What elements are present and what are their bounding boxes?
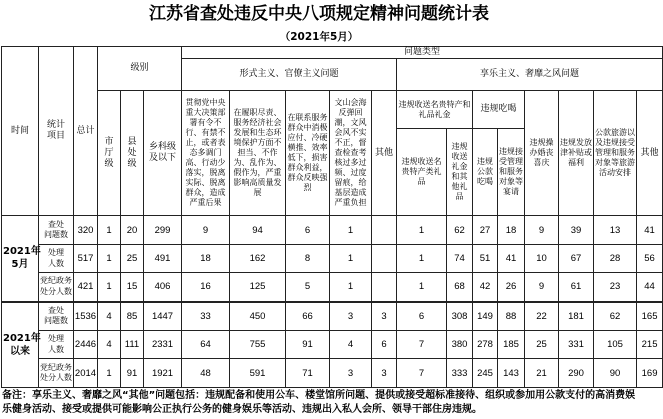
cell-public-dining: 245 (473, 359, 498, 388)
cell-total: 517 (74, 245, 98, 273)
cell-specialty-gifts: 7 (397, 331, 447, 359)
header-public-dining: 违规公款吃喝 (473, 129, 498, 216)
cell-banquets: 41 (498, 245, 525, 273)
cell-weddings: 9 (525, 216, 559, 245)
cell-formalism-service: 66 (286, 302, 330, 331)
cell-formalism-other (372, 216, 397, 245)
cell-formalism-meetings: 1 (330, 216, 372, 245)
cell-specialty-gifts: 1 (397, 245, 447, 273)
cell-formalism-other: 6 (372, 331, 397, 359)
cell-formalism-duty: 162 (230, 245, 286, 273)
cell-total: 320 (74, 216, 98, 245)
cell-allowances: 331 (559, 331, 594, 359)
header-specialty-gifts: 违规收送名贵特产类礼品 (397, 129, 447, 216)
stat-item-label: 党纪政务 (40, 276, 72, 286)
period-cell (2, 302, 39, 388)
table-row (2, 359, 663, 388)
cell-formalism-other (372, 245, 397, 273)
cell-level-county: 91 (121, 359, 144, 388)
table-row (2, 302, 663, 331)
cell-hedonism-other: 44 (637, 273, 663, 302)
header-weddings: 违规操办婚丧喜庆 (525, 91, 559, 216)
header-problem-type: 问题类型 (182, 47, 663, 59)
header-gifts-group: 违规收送名贵特产和礼品礼金 (397, 91, 473, 129)
cell-level-county: 25 (121, 245, 144, 273)
cell-level-county: 111 (121, 331, 144, 359)
stat-item-label: 人数 (48, 258, 64, 268)
cell-formalism-duty: 591 (230, 359, 286, 388)
header-time: 时间 (2, 47, 39, 216)
cell-weddings: 21 (525, 359, 559, 388)
cell-level-county: 20 (121, 216, 144, 245)
cell-banquets: 26 (498, 273, 525, 302)
cell-weddings: 22 (525, 302, 559, 331)
header-travel: 公款旅游以及违规接受管理和服务对象等旅游活动安排 (594, 91, 637, 216)
stat-item-label: 处分人数 (40, 286, 72, 296)
cell-travel: 28 (594, 245, 637, 273)
cell-level-township: 1447 (144, 302, 182, 331)
stat-item-cell (39, 331, 74, 359)
period-cell (2, 216, 39, 302)
stat-item-label: 处分人数 (40, 373, 72, 382)
cell-formalism-decisions: 48 (182, 359, 230, 388)
cell-formalism-meetings: 3 (330, 302, 372, 331)
cell-level-township: 2331 (144, 331, 182, 359)
cell-allowances: 290 (559, 359, 594, 388)
cell-formalism-meetings: 4 (330, 331, 372, 359)
cell-formalism-decisions: 64 (182, 331, 230, 359)
page-subtitle: （2021年5月） (279, 31, 359, 43)
header-stat-item (39, 47, 74, 216)
header-level-city: 市厅级 (98, 91, 121, 216)
cell-formalism-service: 91 (286, 331, 330, 359)
cell-travel: 105 (594, 331, 637, 359)
table-row (2, 245, 663, 273)
cell-level-county: 85 (121, 302, 144, 331)
cell-travel: 90 (594, 359, 637, 388)
statistics-table (1, 46, 663, 388)
cell-travel: 23 (594, 273, 637, 302)
cell-specialty-gifts: 6 (397, 302, 447, 331)
stat-item-label: 处理 (48, 334, 64, 343)
cell-cash-gifts: 62 (447, 216, 473, 245)
cell-hedonism-other: 165 (637, 302, 663, 331)
header-formalism: 形式主义、官僚主义问题 (182, 59, 397, 91)
header-total: 总计 (74, 47, 98, 216)
footnote: 备注：享乐主义、奢靡之风“其他”问题包括：违规配备和使用公车、楼堂馆所问题、提供或接受超标准接待、组织或参加用公款支付的高消费娱乐健身活动、接受或提供可能影响公正执行公务的健身娱乐等活动、违规出入私人会所、领导干部住房违规。 (2, 390, 636, 415)
period-label: 2021年 (3, 246, 41, 258)
cell-banquets: 185 (498, 331, 525, 359)
cell-total: 1536 (74, 302, 98, 331)
cell-level-city: 1 (98, 245, 121, 273)
cell-specialty-gifts: 1 (397, 273, 447, 302)
stat-item-cell (39, 273, 74, 302)
cell-public-dining: 51 (473, 245, 498, 273)
header-cash-gifts: 违规收送礼金和其他礼品 (447, 129, 473, 216)
header-allowances: 违规发放津补贴或福利 (559, 91, 594, 216)
cell-allowances: 61 (559, 273, 594, 302)
cell-formalism-service: 6 (286, 216, 330, 245)
cell-total: 2446 (74, 331, 98, 359)
table-row (2, 331, 663, 359)
cell-formalism-decisions: 9 (182, 216, 230, 245)
cell-weddings: 10 (525, 245, 559, 273)
cell-level-city: 1 (98, 273, 121, 302)
cell-banquets: 18 (498, 216, 525, 245)
cell-formalism-meetings: 3 (330, 359, 372, 388)
cell-allowances: 39 (559, 216, 594, 245)
cell-formalism-meetings: 1 (330, 245, 372, 273)
period-label: 2021年 (3, 332, 41, 344)
cell-formalism-service: 71 (286, 359, 330, 388)
cell-formalism-service: 5 (286, 273, 330, 302)
period-label: 以来 (10, 345, 30, 357)
header-formalism-meetings: 文山会海反弹回潮，文风会风不实不正，督查检查考核过多过频、过度留痕，给基层造成严重负担 (330, 91, 372, 216)
cell-specialty-gifts: 7 (397, 359, 447, 388)
table-row (2, 273, 663, 302)
stat-item-label: 人数 (48, 344, 64, 354)
cell-formalism-duty: 94 (230, 216, 286, 245)
cell-allowances: 181 (559, 302, 594, 331)
stat-item-label: 查处 (48, 305, 64, 315)
cell-total: 2014 (74, 359, 98, 388)
cell-formalism-service: 8 (286, 245, 330, 273)
stat-item-cell (39, 245, 74, 273)
cell-cash-gifts: 74 (447, 245, 473, 273)
header-stat-item-line: 统计 (46, 120, 65, 130)
cell-public-dining: 42 (473, 273, 498, 302)
page-title: 江苏省查处违反中央八项规定精神问题统计表 (149, 4, 489, 24)
header-level-county: 县处级 (121, 91, 144, 216)
header-hedonism-other: 其他 (637, 91, 663, 216)
cell-public-dining: 278 (473, 331, 498, 359)
header-level: 级别 (98, 47, 182, 91)
cell-cash-gifts: 333 (447, 359, 473, 388)
cell-level-township: 299 (144, 216, 182, 245)
cell-level-township: 491 (144, 245, 182, 273)
cell-cash-gifts: 308 (447, 302, 473, 331)
table-row (2, 216, 663, 245)
cell-formalism-other: 3 (372, 359, 397, 388)
header-hedonism: 享乐主义、奢靡之风问题 (397, 59, 663, 91)
cell-formalism-duty: 125 (230, 273, 286, 302)
cell-weddings: 25 (525, 331, 559, 359)
header-banquets: 违规接受管理和服务对象等宴请 (498, 129, 525, 216)
cell-weddings: 9 (525, 273, 559, 302)
cell-formalism-other: 3 (372, 302, 397, 331)
cell-banquets: 143 (498, 359, 525, 388)
stat-item-label: 处理 (48, 248, 64, 257)
cell-travel: 13 (594, 216, 637, 245)
stat-item-cell (39, 302, 74, 331)
cell-banquets: 88 (498, 302, 525, 331)
header-level-township: 乡科级及以下 (144, 91, 182, 216)
cell-allowances: 67 (559, 245, 594, 273)
cell-hedonism-other: 56 (637, 245, 663, 273)
cell-formalism-duty: 450 (230, 302, 286, 331)
stat-item-label: 问题数 (44, 230, 68, 239)
cell-level-city: 1 (98, 359, 121, 388)
cell-formalism-other (372, 273, 397, 302)
cell-level-township: 1921 (144, 359, 182, 388)
stat-item-label: 问题数 (44, 316, 68, 326)
table-body (2, 216, 663, 388)
header-stat-item-line: 项目 (46, 131, 65, 141)
cell-hedonism-other: 41 (637, 216, 663, 245)
cell-level-city: 4 (98, 302, 121, 331)
stat-item-label: 查处 (48, 219, 64, 229)
cell-specialty-gifts: 1 (397, 216, 447, 245)
cell-public-dining: 149 (473, 302, 498, 331)
cell-formalism-meetings: 1 (330, 273, 372, 302)
cell-hedonism-other: 215 (637, 331, 663, 359)
header-formalism-service: 在联系服务群众中消极应付、冷硬横推、效率低下，损害群众利益，群众反映强烈 (286, 91, 330, 216)
cell-level-county: 15 (121, 273, 144, 302)
cell-cash-gifts: 380 (447, 331, 473, 359)
cell-level-township: 406 (144, 273, 182, 302)
header-formalism-duty: 在履职尽责、服务经济社会发展和生态环境保护方面不担当、不作为、乱作为、假作为，严重影响高质量发展 (230, 91, 286, 216)
cell-hedonism-other: 169 (637, 359, 663, 388)
stat-item-label: 党纪政务 (40, 362, 72, 372)
stat-item-cell (39, 216, 74, 245)
cell-travel: 62 (594, 302, 637, 331)
cell-formalism-decisions: 33 (182, 302, 230, 331)
cell-level-city: 4 (98, 331, 121, 359)
cell-formalism-decisions: 18 (182, 245, 230, 273)
header-dining-group: 违规吃喝 (473, 91, 525, 129)
header-formalism-decisions: 贯彻党中央重大决策部署有令不行、有禁不止，或者表态多调门高、行动少落实，脱离实际、脱离群众，造成严重后果 (182, 91, 230, 216)
header-formalism-other: 其他 (372, 91, 397, 216)
cell-cash-gifts: 68 (447, 273, 473, 302)
cell-total: 421 (74, 273, 98, 302)
cell-level-city: 1 (98, 216, 121, 245)
cell-formalism-duty: 755 (230, 331, 286, 359)
cell-formalism-decisions: 16 (182, 273, 230, 302)
cell-public-dining: 27 (473, 216, 498, 245)
stat-item-cell (39, 359, 74, 388)
period-label: 5月 (11, 259, 29, 271)
